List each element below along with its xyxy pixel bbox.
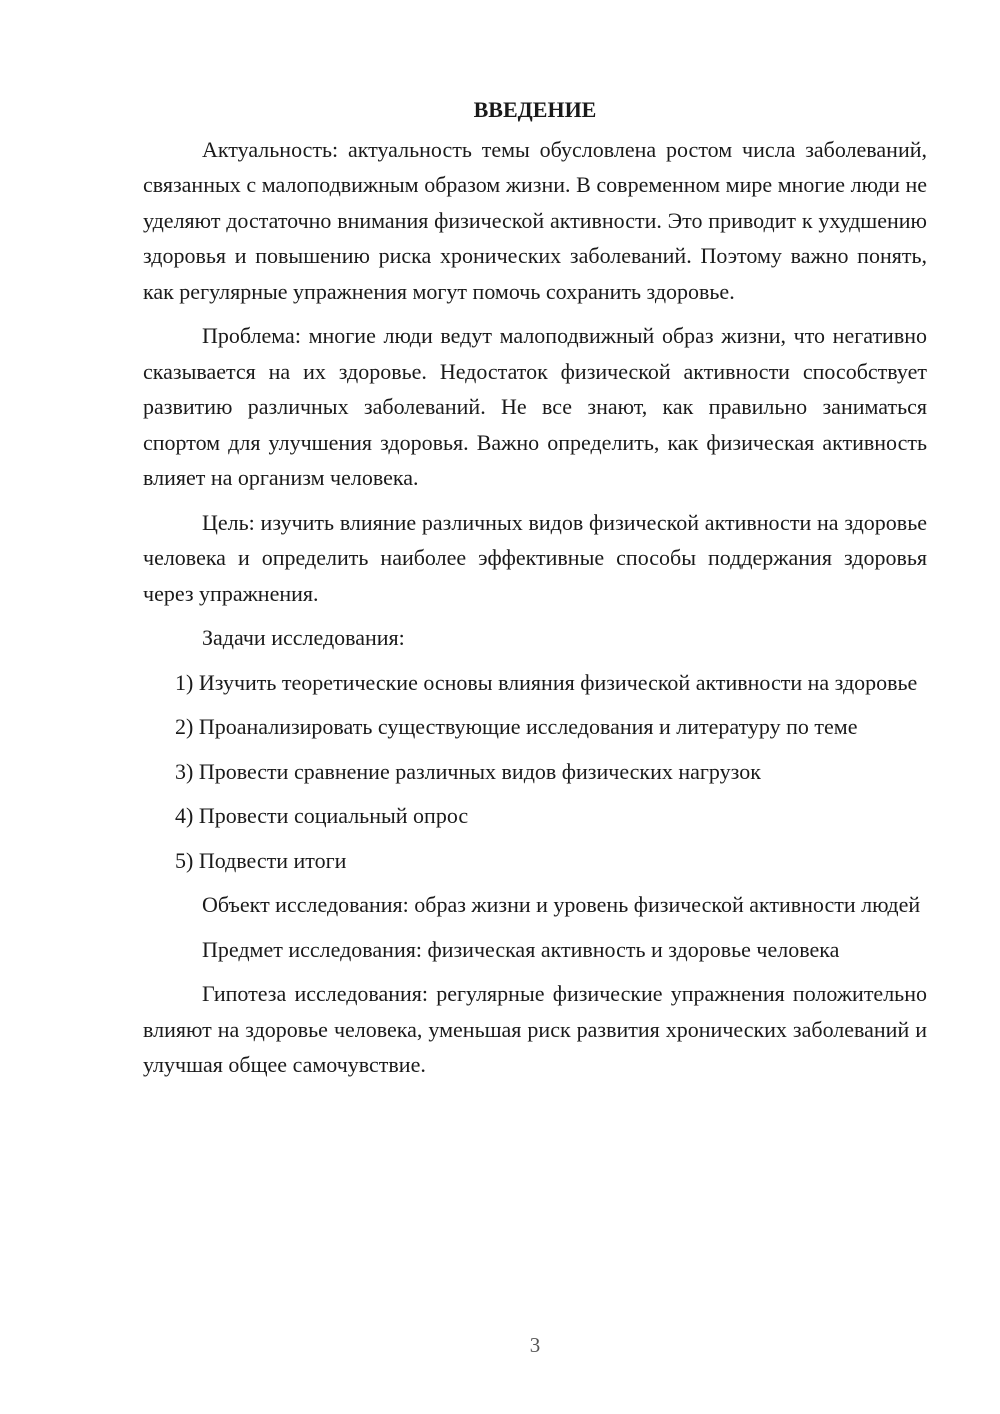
hypothesis-paragraph: Гипотеза исследования: регулярные физические упражнения положительно влияют на здоровье человека, уменьшая риск развития хронических заболеваний и улучшая общее самочувствие. [143, 981, 927, 1077]
document-page [143, 92, 927, 1092]
object-paragraph: Объект исследования: образ жизни и уровень физической активности людей [202, 892, 921, 917]
tasks-heading: Задачи исследования: [202, 625, 405, 650]
page-title: ВВЕДЕНИЕ [473, 97, 597, 122]
problem-paragraph: Проблема: многие люди ведут малоподвижный образ жизни, что негативно сказывается на их здоровье. Недостаток физической активности способствует развитию различных заболеваний. Не все знают, как правильно заниматься спортом для улучшения здоровья. Важно определить, как физическая активность влияет на организм человека. [143, 323, 927, 490]
task-item-3: 3) Провести сравнение различных видов физических нагрузок [175, 758, 761, 784]
subject-paragraph: Предмет исследования: физическая активность и здоровье человека [202, 936, 840, 962]
relevance-paragraph: Актуальность: актуальность темы обусловлена ростом числа заболеваний, связанных с малоподвижным образом жизни. В современном мире многие люди не уделяют достаточно внимания физической активности. Это приводит к ухудшению здоровья и повышению риска хронических заболеваний. Поэтому важно понять, как регулярные упражнения могут помочь сохранить здоровье. [143, 136, 927, 304]
task-item-5: 5) Подвести итоги [175, 847, 347, 873]
page-number: 3 [529, 1333, 541, 1357]
task-item-4: 4) Провести социальный опрос [175, 803, 469, 828]
goal-paragraph: Цель: изучить влияние различных видов физической активности на здоровье человека и определить наиболее эффективные способы поддержания здоровья через упражнения. [143, 509, 927, 606]
task-item-2: 2) Проанализировать существующие исследования и литературу по теме [175, 714, 858, 739]
task-item-1: 1) Изучить теоретические основы влияния физической активности на здоровье [175, 669, 918, 695]
